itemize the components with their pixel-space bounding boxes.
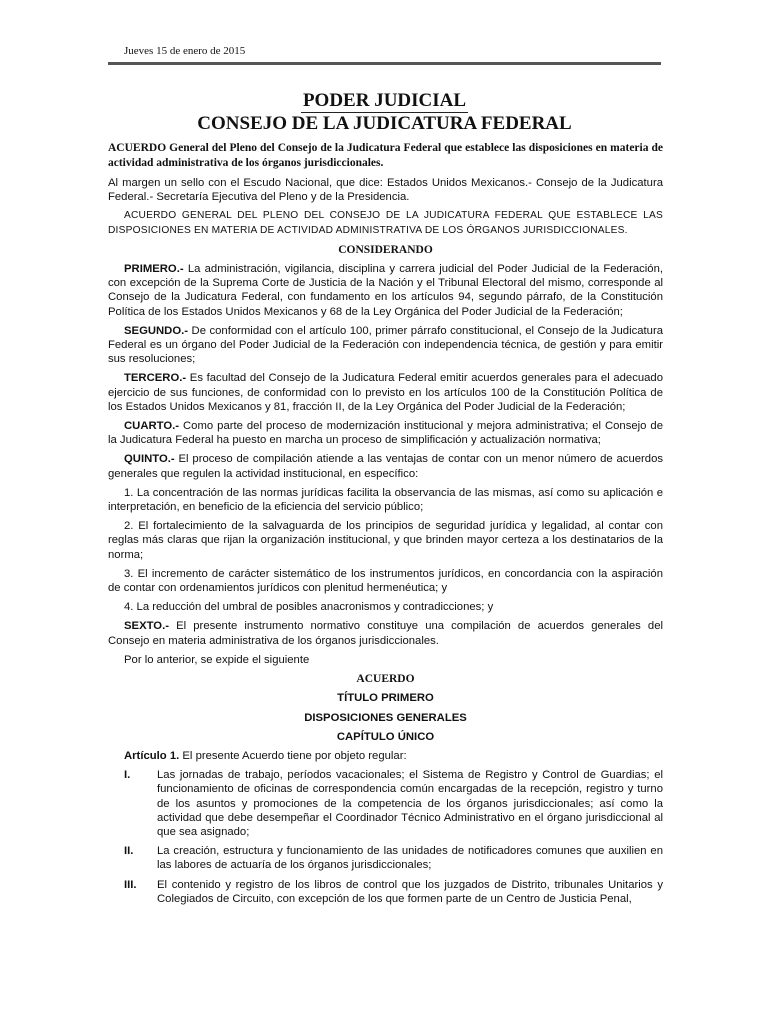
fraccion-number: I. [124, 769, 131, 782]
por-lo-anterior: Por lo anterior, se expide el siguiente [124, 653, 310, 666]
considerando-segundo [108, 324, 663, 367]
quinto-item-2: 2. El fortalecimiento de la salvaguarda de los principios de seguridad jurídica y legalidad, al contar con reglas más claras que rijan la organización institucional, y que brinden mayor certeza a los destinatarios de la norma; [108, 520, 663, 561]
considerando-tercero [108, 371, 663, 414]
acuerdo-caps: ACUERDO GENERAL DEL PLENO DEL CONSEJO DE LA JUDICATURA FEDERAL QUE ESTABLECE LAS DISPOSICIONES EN MATERIA DE ACTIVIDAD ADMINISTRATIVA DE LOS ÓRGANOS JURISDICCIONALES. [108, 210, 663, 236]
acuerdo-heading: ACUERDO [356, 673, 415, 686]
fraccion-text: El contenido y registro de los libros de control que los juzgados de Distrito, tribunales Unitarios y Colegiados de Circuito, con excepción de los que formen parte de un Centro de Justicia Penal, [157, 878, 663, 905]
considerando-lead: PRIMERO.- [124, 263, 184, 276]
title-consejo: CONSEJO DE LA JUDICATURA FEDERAL [197, 113, 572, 134]
title-poder-judicial: PODER JUDICIAL [302, 90, 467, 111]
quinto-item-4: 4. La reducción del umbral de posibles anacronismos y contradicciones; y [124, 601, 494, 614]
considerando-text: El presente instrumento normativo constituye una compilación de acuerdos generales del Consejo en materia administrativa de los órganos jurisdiccionales. [108, 620, 663, 647]
considerando-text: De conformidad con el artículo 100, primer párrafo constitucional, el Consejo de la Judicatura Federal es un órgano del Poder Judicial de la Federación con independencia técnica, de gestión y para emitir sus resoluciones; [108, 324, 663, 366]
considerando-text: El proceso de compilación atiende a las ventajas de contar con un menor número de acuerdos generales que regulen la actividad institucional, en específico: [108, 453, 663, 480]
quinto-item-1: 1. La concentración de las normas jurídicas facilita la observancia de las mismas, así como su aplicación e interpretación, en beneficio de la eficiencia del servicio público; [108, 486, 663, 514]
considerando-lead: CUARTO.- [124, 420, 180, 433]
considerando-quinto [108, 452, 663, 480]
considerando-text: Como parte del proceso de modernización institucional y mejora administrativa; el Consejo de la Judicatura Federal ha puesto en marcha un proceso de simplificación y actualización normativa; [108, 420, 663, 447]
considerando-lead: TERCERO.- [124, 372, 187, 385]
articulo-lead: Artículo 1. [124, 749, 180, 762]
fraccion-ii [108, 844, 663, 872]
considerando-sexto [108, 619, 663, 647]
title-block [108, 90, 661, 135]
considerando-heading: CONSIDERANDO [338, 243, 433, 256]
fraccion-text: La creación, estructura y funcionamiento de las unidades de notificadores comunes que auxilien en las labores de actuaría de los órganos jurisdiccionales; [157, 845, 663, 872]
document-body [108, 141, 663, 911]
titulo-heading: TÍTULO PRIMERO [337, 692, 434, 705]
quinto-item-3: 3. El incremento de carácter sistemático de los instrumentos jurídicos, en concordancia con la aspiración de contar con ordenamientos jurídicos con plenitud hermenéutica; y [108, 567, 663, 595]
fraccion-number: III. [124, 878, 137, 891]
considerando-lead: QUINTO.- [124, 453, 175, 466]
margin-note: Al margen un sello con el Escudo Nacional, que dice: Estados Unidos Mexicanos.- Consejo de la Judicatura Federal.- Secretaría Ejecutiva del Pleno y de la Presidencia. [108, 177, 663, 204]
acuerdo-title: ACUERDO General del Pleno del Consejo de la Judicatura Federal que establece las disposiciones en materia de actividad administrativa de los órganos jurisdiccionales. [108, 142, 663, 169]
articulo-1 [108, 749, 663, 763]
considerando-text: Es facultad del Consejo de la Judicatura Federal emitir acuerdos generales para el adecuado ejercicio de sus funciones, de conformidad con lo previsto en los artículos 100 de la Constitución Política de los Estados Unidos Mexicanos y 81, fracción II, de la Ley Orgánica del Poder Judicial de la Federación; [108, 372, 663, 413]
header-date: Jueves 15 de enero de 2015 [124, 45, 246, 57]
considerando-lead: SEGUNDO.- [124, 324, 189, 337]
considerando-primero [108, 262, 663, 319]
articulo-text: El presente Acuerdo tiene por objeto regular: [179, 749, 407, 762]
considerando-text: La administración, vigilancia, disciplina y carrera judicial del Poder Judicial de la Federación, con excepción de la Suprema Corte de Justicia de la Nación y el Tribunal Electoral del mismo, corresponde al Consejo de la Judicatura Federal, con fundamento en los artículos 94, segundo párrafo, de la Constitución Política de los Estados Unidos Mexicanos y 68 de la Ley Orgánica del Poder Judicial de la Federación; [108, 263, 663, 318]
fraccion-i [108, 768, 663, 839]
considerando-lead: SEXTO.- [124, 620, 169, 633]
disposiciones-heading: DISPOSICIONES GENERALES [304, 711, 467, 724]
fraccion-text: Las jornadas de trabajo, períodos vacacionales; el Sistema de Registro y Control de Guardias; el funcionamiento de oficinas de correspondencia común encargadas de la recepción, registro y turno de los asuntos y promociones de la competencia de los órganos jurisdiccionales; así como la actividad que debe desempeñar el Coordinador Técnico Administrativo en el órgano jurisdiccional al que sea asignado; [157, 769, 663, 838]
fraccion-number: II. [124, 845, 134, 858]
capitulo-heading: CAPÍTULO ÚNICO [336, 730, 435, 743]
header-rule [108, 62, 661, 65]
fraccion-iii [108, 878, 663, 906]
considerando-cuarto [108, 419, 663, 447]
